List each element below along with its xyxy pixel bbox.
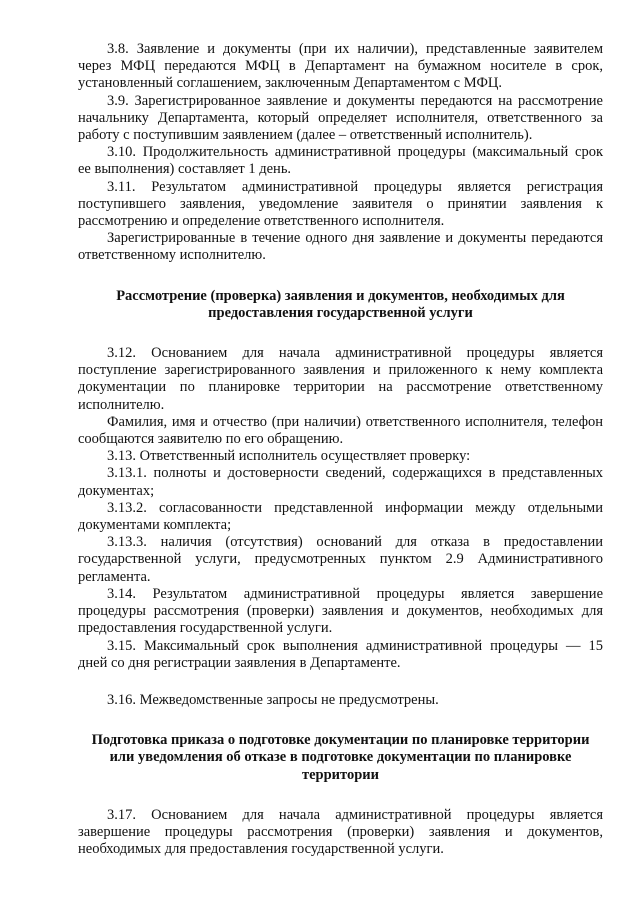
paragraph-3-15: 3.15. Максимальный срок выполнения административной процедуры — 15 дней со дня регистрации заявления в Департаменте. bbox=[78, 637, 603, 671]
paragraph-3-13-1: 3.13.1. полноты и достоверности сведений, содержащихся в представленных документах; bbox=[78, 465, 603, 499]
paragraph-3-13-3: 3.13.3. наличия (отсутствия) оснований для отказа в предоставлении государственной услуги, предусмотренных пунктом 2.9 Административного регламента. bbox=[78, 534, 603, 585]
section-heading-order: Подготовка приказа о подготовке документации по планировке территории или уведомления об отказе в подготовке документации по планировке территории bbox=[91, 732, 590, 783]
section-heading-review: Рассмотрение (проверка) заявления и документов, необходимых для предоставления государственной услуги bbox=[116, 287, 565, 321]
spacer bbox=[78, 709, 603, 732]
spacer bbox=[78, 784, 603, 807]
spacer bbox=[78, 322, 603, 345]
paragraph-3-9: 3.9. Зарегистрированное заявление и документы передаются на рассмотрение начальнику Департамента, который определяет исполнителя, ответственного за работу с поступившим заявлением (далее – ответственный исполнитель). bbox=[78, 92, 603, 144]
paragraph-contact: Фамилия, имя и отчество (при наличии) ответственного исполнителя, телефон сообщаются заявителю по его обращению. bbox=[78, 413, 603, 448]
spacer bbox=[78, 672, 603, 692]
paragraph-3-11: 3.11. Результатом административной процедуры является регистрация поступившего заявления, уведомление заявителя о принятии заявления к рассмотрению и определение ответственного исполнителя. bbox=[78, 178, 603, 230]
paragraph-registered: Зарегистрированные в течение одного дня заявление и документы передаются ответственному исполнителю. bbox=[78, 230, 603, 264]
paragraph-3-13: 3.13. Ответственный исполнитель осуществляет проверку: bbox=[107, 448, 471, 465]
spacer bbox=[78, 265, 603, 288]
document-body bbox=[78, 41, 603, 858]
paragraph-3-17: 3.17. Основанием для начала административной процедуры является завершение процедуры рассмотрения (проверки) заявления и документов, необходимых для предоставления государственной услуги. bbox=[78, 806, 603, 858]
paragraph-3-12: 3.12. Основанием для начала административной процедуры является поступление зарегистрированного заявления и приложенного к нему комплекта документации по планировке территории на рассмотрение ответственному исполнителю. bbox=[78, 345, 603, 413]
paragraph-3-10: 3.10. Продолжительность административной процедуры (максимальный срок ее выполнения) составляет 1 день. bbox=[78, 144, 603, 178]
paragraph-3-8: 3.8. Заявление и документы (при их наличии), представленные заявителем через МФЦ передаются МФЦ в Департамент на бумажном носителе в срок, установленный соглашением, заключенным Департаментом с МФЦ. bbox=[78, 41, 603, 92]
paragraph-3-13-2: 3.13.2. согласованности представленной информации между отдельными документами комплекта; bbox=[78, 499, 603, 534]
paragraph-3-16: 3.16. Межведомственные запросы не предусмотрены. bbox=[107, 691, 439, 708]
paragraph-3-14: 3.14. Результатом административной процедуры является завершение процедуры рассмотрения (проверки) заявления и документов, необходимых для предоставления государственной услуги. bbox=[78, 585, 603, 637]
